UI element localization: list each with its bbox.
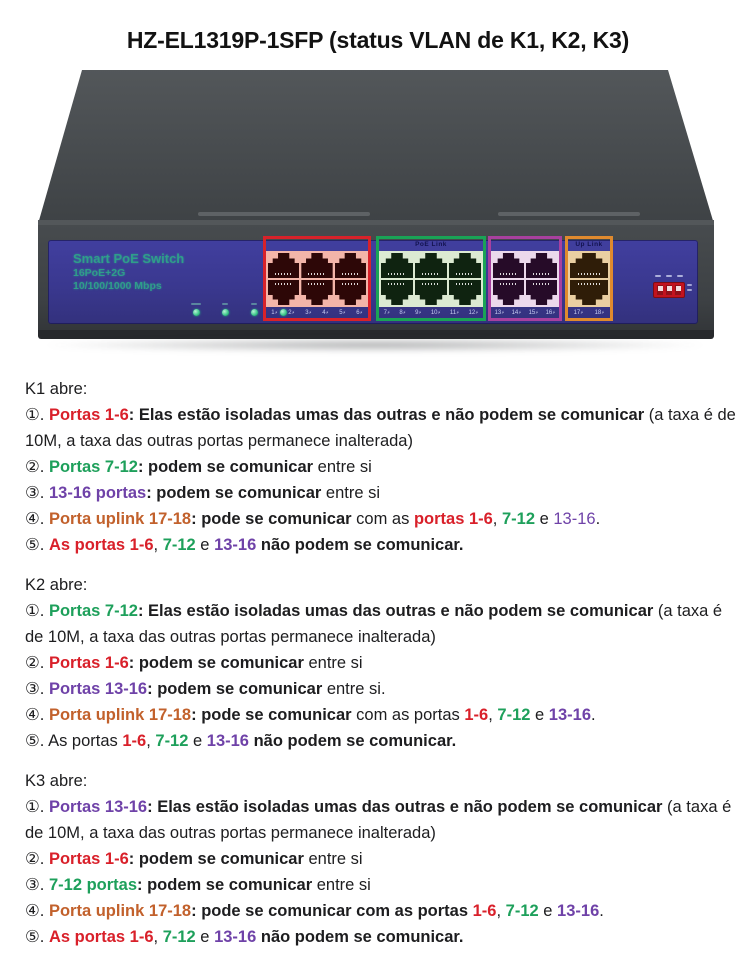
rj45-port: [493, 280, 524, 305]
vent-slot: [198, 212, 370, 216]
vlan-rule-line: ⑤. As portas 1-6, 7-12 e 13-16 não podem se comunicar.: [25, 928, 464, 946]
poe-bolt-icon: ⚡: [308, 309, 312, 315]
vlan-rule-line: ④. Porta uplink 17-18: pode se comunicar com as portas 1-6, 7-12 e 13-16.: [25, 706, 596, 724]
status-led: [193, 309, 200, 316]
led-label: [251, 303, 257, 305]
status-led: [222, 309, 229, 316]
rj45-port: [381, 280, 413, 305]
port-number: 11⚡: [449, 309, 460, 316]
led-label: [222, 303, 228, 305]
rj45-port: [268, 280, 299, 305]
poe-bolt-icon: ⚡: [456, 309, 460, 315]
brand-line-3: 10/100/1000 Mbps: [73, 280, 162, 293]
vlan-rule-line: ⑤. As portas 1-6, 7-12 e 13-16 não podem se comunicar.: [25, 536, 464, 554]
rj45-port: [493, 253, 524, 278]
port-number-row: [568, 307, 610, 318]
vlan-section-k3: [25, 768, 737, 950]
port-group-header: Up Link: [575, 241, 603, 248]
rj45-port: [335, 280, 366, 305]
vlan-rule-line: ①. Portas 13-16: Elas estão isoladas umas das outras e não podem se comunicar (a taxa é de 10M, a taxa das outras portas permanece inalterada): [25, 798, 732, 842]
port-number: 2⚡: [288, 309, 295, 316]
poe-bolt-icon: ⚡: [580, 309, 584, 315]
port-number: 12⚡: [468, 309, 479, 316]
section-heading: K2 abre:: [25, 576, 88, 594]
port-number-row: [266, 307, 368, 318]
port-number: 5⚡: [339, 309, 346, 316]
port-number: 9⚡: [415, 309, 422, 316]
poe-bolt-icon: ⚡: [552, 309, 556, 315]
rj45-port: [268, 253, 299, 278]
drop-shadow: [47, 338, 703, 352]
rj45-port: [449, 280, 481, 305]
status-led: [251, 309, 258, 316]
switch-top-face: [33, 62, 717, 224]
rj45-port: [301, 280, 332, 305]
dip-toggle: [666, 285, 672, 295]
port-number: 16⚡: [545, 309, 556, 316]
rj45-port: [526, 253, 557, 278]
port-number: 17⚡: [573, 309, 584, 316]
vlan-rule-line: ①. Portas 7-12: Elas estão isoladas umas das outras e não podem se comunicar (a taxa é de 10M, a taxa das outras portas permanece inalterada): [25, 602, 723, 646]
port-number: 18⚡: [594, 309, 605, 316]
vlan-rule-line: ③. Portas 13-16: podem se comunicar entre si.: [25, 680, 386, 698]
rj45-port: [449, 253, 481, 278]
port-number: 15⚡: [528, 309, 539, 316]
vlan-section-k1: [25, 376, 737, 558]
vlan-rule-line: ③. 13-16 portas: podem se comunicar entre si: [25, 484, 381, 502]
poe-bolt-icon: ⚡: [437, 309, 441, 315]
port-number: 3⚡: [305, 309, 312, 316]
vlan-rule-line: ②. Portas 7-12: podem se comunicar entre si: [25, 458, 372, 476]
poe-bolt-icon: ⚡: [325, 309, 329, 315]
rj45-port: [381, 253, 413, 278]
page-title: HZ-EL1319P-1SFP (status VLAN de K1, K2, K3): [126, 27, 630, 54]
poe-bolt-icon: ⚡: [359, 309, 363, 315]
poe-bolt-icon: ⚡: [274, 309, 278, 315]
dip-side-marks: [687, 284, 692, 291]
brand-line-1: Smart PoE Switch: [73, 251, 185, 266]
poe-bolt-icon: ⚡: [418, 309, 422, 315]
vlan-rule-line: ③. 7-12 portas: podem se comunicar entre si: [25, 876, 371, 894]
vlan-rule-line: ②. Portas 1-6: podem se comunicar entre si: [25, 654, 363, 672]
led-label: [191, 303, 201, 305]
vlan-rule-line: ④. Porta uplink 17-18: pode se comunicar com as portas 1-6, 7-12 e 13-16.: [25, 510, 601, 528]
port-number: 4⚡: [322, 309, 329, 316]
port-number: 6⚡: [356, 309, 363, 316]
port-group-uplink-17-18: [565, 236, 613, 321]
dip-toggle: [657, 285, 663, 295]
port-group-ports-7-12: [376, 236, 486, 321]
port-group-header: [491, 239, 559, 251]
port-number: 8⚡: [399, 309, 406, 316]
rj45-port: [301, 253, 332, 278]
port-number: 7⚡: [383, 309, 391, 316]
port-group-header: PoE Link: [415, 241, 447, 248]
switch-photo: [33, 62, 725, 358]
poe-bolt-icon: ⚡: [501, 309, 505, 315]
vlan-section-k2: [25, 572, 737, 754]
port-group-ports-1-6: [263, 236, 371, 321]
brand-text: [73, 251, 184, 294]
poe-bolt-icon: ⚡: [601, 309, 605, 315]
vlan-rule-line: ②. Portas 1-6: podem se comunicar entre si: [25, 850, 363, 868]
rj45-port: [570, 253, 608, 278]
vlan-rule-line: ①. Portas 1-6: Elas estão isoladas umas das outras e não podem se comunicar (a taxa é de 10M, a taxa das outras portas permanece inalterada): [25, 406, 736, 450]
section-heading: K1 abre:: [25, 380, 88, 398]
port-number: 1⚡: [271, 309, 278, 316]
poe-bolt-icon: ⚡: [475, 309, 479, 315]
poe-bolt-icon: ⚡: [291, 309, 295, 315]
rj45-port: [415, 280, 447, 305]
vent-slot: [498, 212, 640, 216]
poe-bolt-icon: ⚡: [535, 309, 539, 315]
port-number: 13⚡: [494, 309, 505, 316]
poe-bolt-icon: ⚡: [386, 309, 391, 315]
port-group-ports-13-16: [488, 236, 562, 321]
rj45-port: [415, 253, 447, 278]
dip-switch-labels: [655, 275, 683, 277]
poe-bolt-icon: ⚡: [518, 309, 522, 315]
port-number: 10⚡: [430, 309, 441, 316]
brand-line-2: 16PoE+2G: [73, 267, 126, 280]
rj45-port: [335, 253, 366, 278]
vlan-description: [25, 376, 737, 964]
dip-switch: [653, 282, 685, 298]
vlan-rule-line: ④. Porta uplink 17-18: pode se comunicar com as portas 1-6, 7-12 e 13-16.: [25, 902, 604, 920]
port-group-header: [266, 239, 368, 251]
section-heading: K3 abre:: [25, 772, 88, 790]
rj45-port: [570, 280, 608, 305]
poe-bolt-icon: ⚡: [342, 309, 346, 315]
poe-bolt-icon: ⚡: [402, 309, 406, 315]
vlan-rule-line: ⑤. As portas 1-6, 7-12 e 13-16 não podem se comunicar.: [25, 732, 457, 750]
port-number-row: [491, 307, 559, 318]
port-number-row: [379, 307, 483, 318]
port-number: 14⚡: [511, 309, 522, 316]
rj45-port: [526, 280, 557, 305]
dip-toggle: [675, 285, 681, 295]
